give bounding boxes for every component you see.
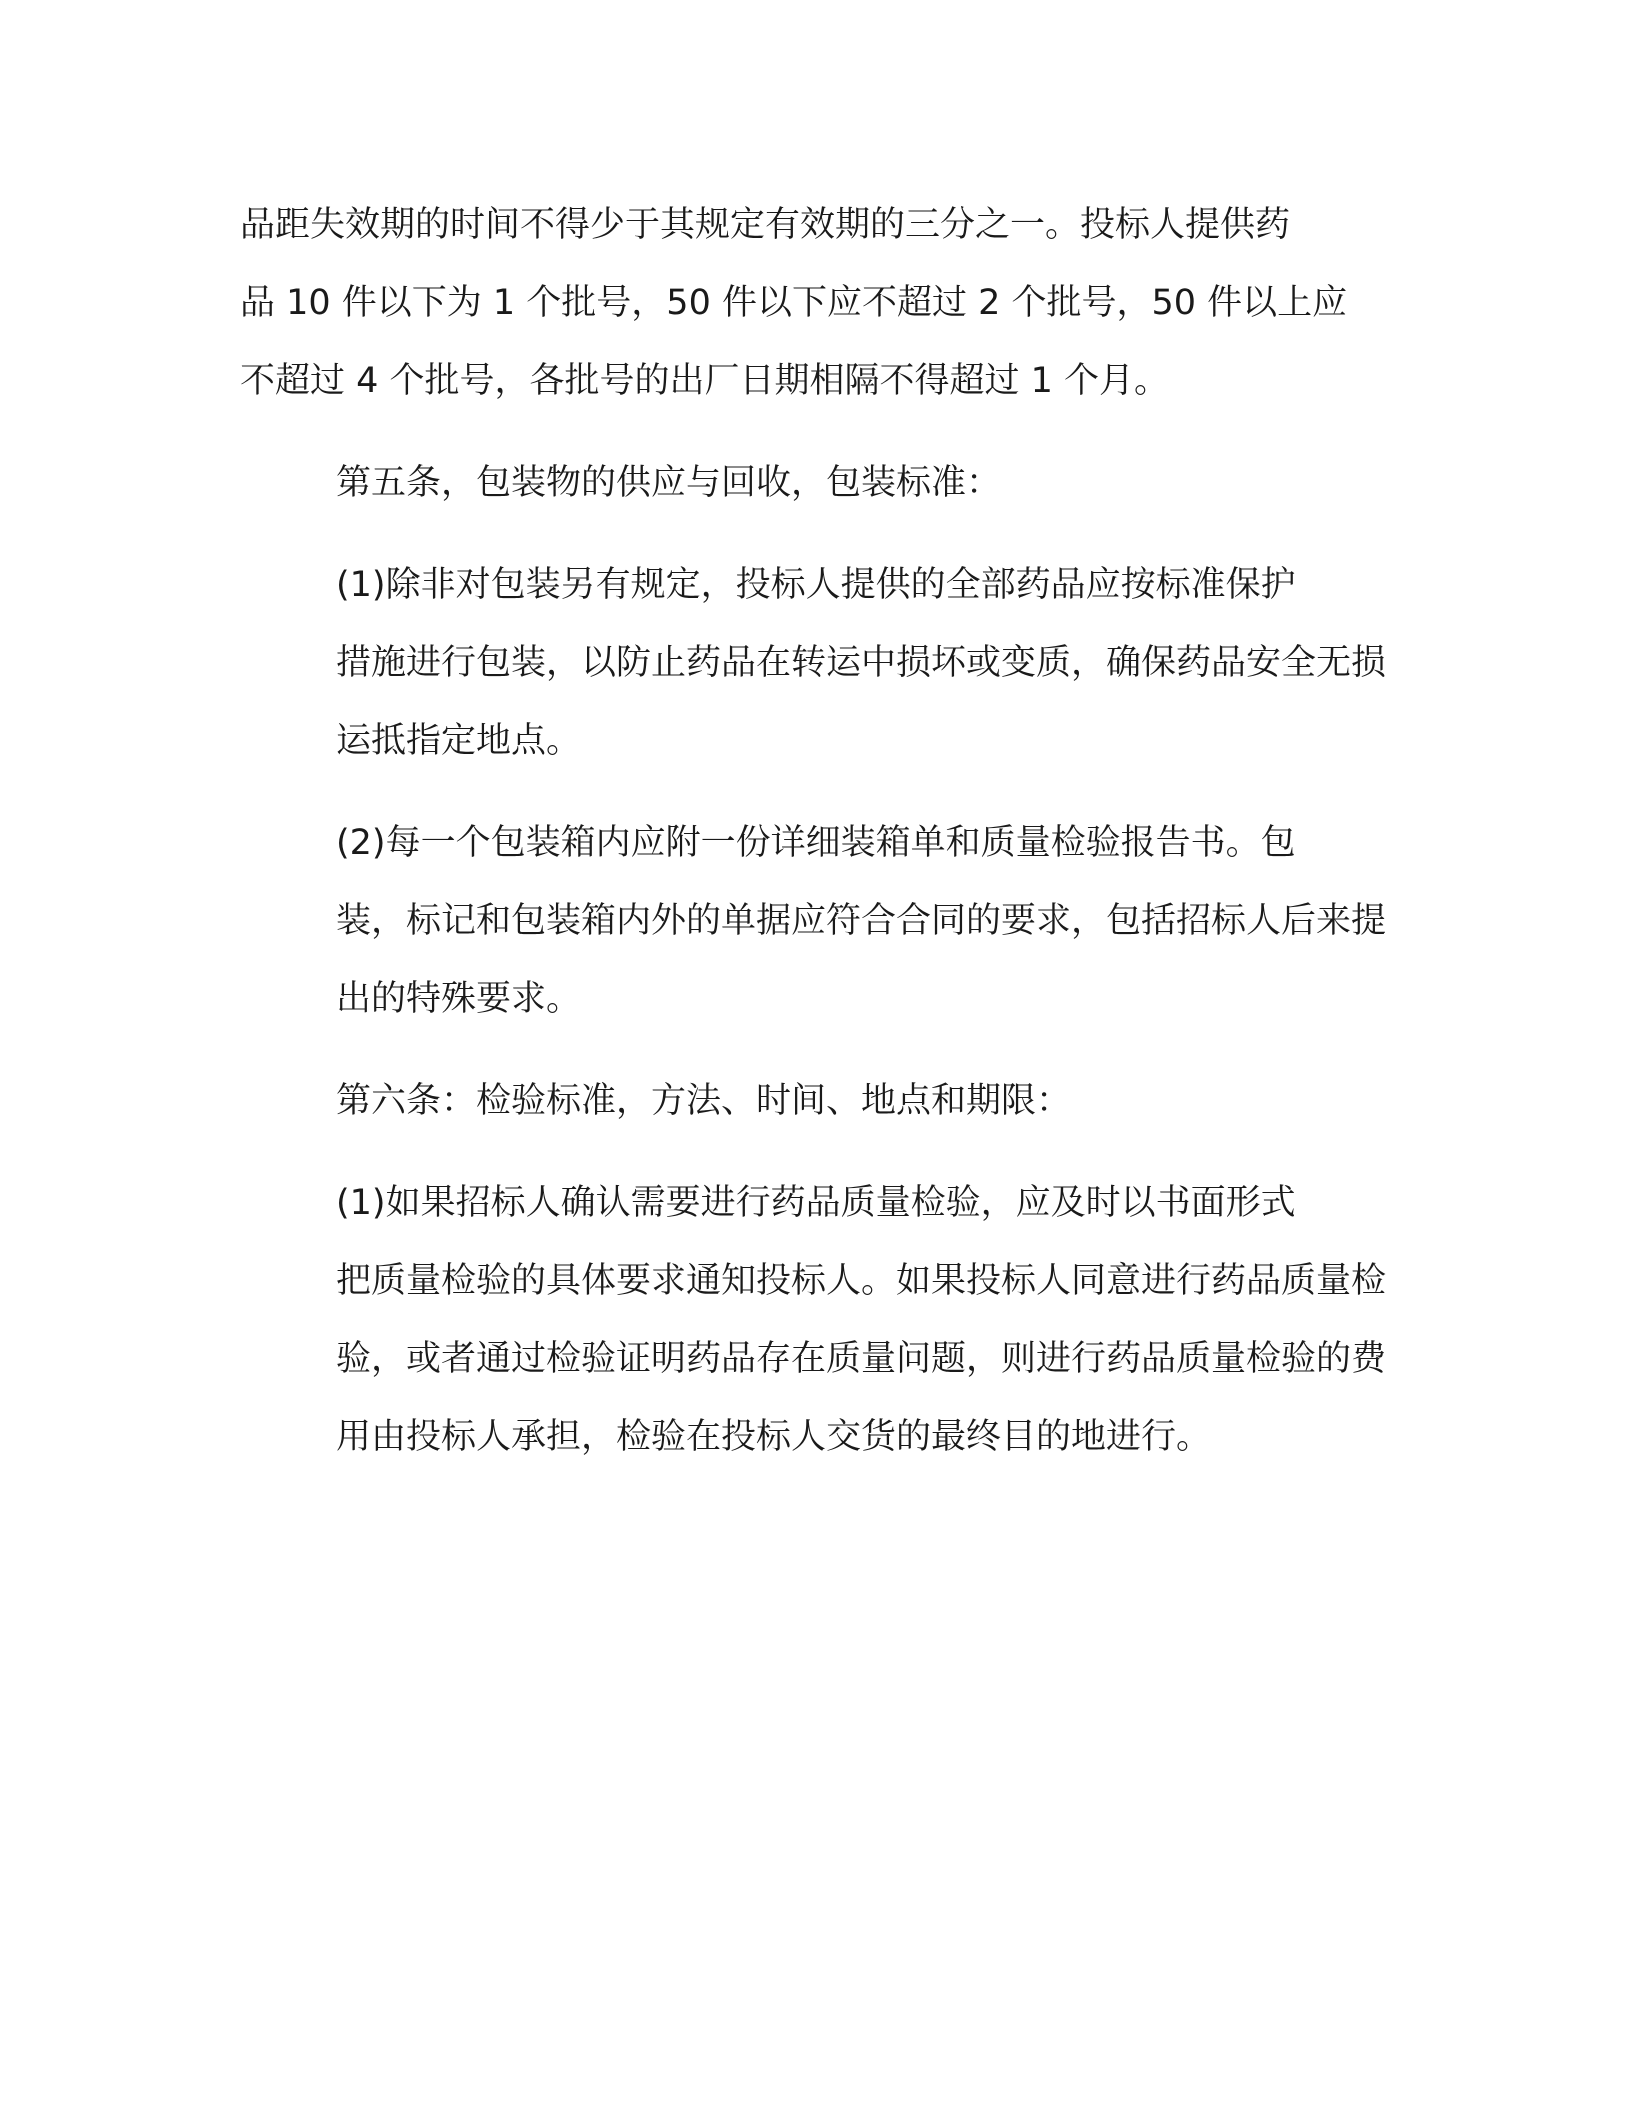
text-line: (1)除非对包装另有规定，投标人提供的全部药品应按标准保护 (336, 565, 1296, 605)
text-line: 第六条：检验标准，方法、时间、地点和期限： (336, 1081, 1072, 1121)
text-line: 运抵指定地点。 (336, 721, 582, 761)
article-6-heading (240, 1062, 1390, 1140)
text-line: 把质量检验的具体要求通知投标人。如果投标人同意进行药品质量检 (336, 1261, 1387, 1301)
document-body (240, 186, 1390, 1500)
paragraph-inspection-1 (240, 1164, 1390, 1476)
text-line: 装，标记和包装箱内外的单据应符合合同的要求，包括招标人后来提 (336, 901, 1387, 941)
text-line: 验，或者通过检验证明药品存在质量问题，则进行药品质量检验的费 (336, 1339, 1387, 1379)
text-line: (2)每一个包装箱内应附一份详细装箱单和质量检验报告书。包 (336, 823, 1296, 863)
paragraph-packaging-1 (240, 546, 1390, 780)
text-line: 用由投标人承担，检验在投标人交货的最终目的地进行。 (336, 1417, 1212, 1457)
text-line: 出的特殊要求。 (336, 979, 582, 1019)
text-line: 第五条，包装物的供应与回收，包装标准： (336, 463, 1002, 503)
text-line: 不超过 4 个批号，各批号的出厂日期相隔不得超过 1 个月。 (240, 361, 1170, 401)
paragraph-shelf-life-batch (240, 186, 1390, 420)
article-5-heading (240, 444, 1390, 522)
text-line: 品距失效期的时间不得少于其规定有效期的三分之一。投标人提供药 (240, 205, 1291, 245)
text-line: (1)如果招标人确认需要进行药品质量检验，应及时以书面形式 (336, 1183, 1296, 1223)
text-line: 品 10 件以下为 1 个批号，50 件以下应不超过 2 个批号，50 件以上应 (240, 283, 1348, 323)
paragraph-packaging-2 (240, 804, 1390, 1038)
text-line: 措施进行包装，以防止药品在转运中损坏或变质，确保药品安全无损 (336, 643, 1387, 683)
